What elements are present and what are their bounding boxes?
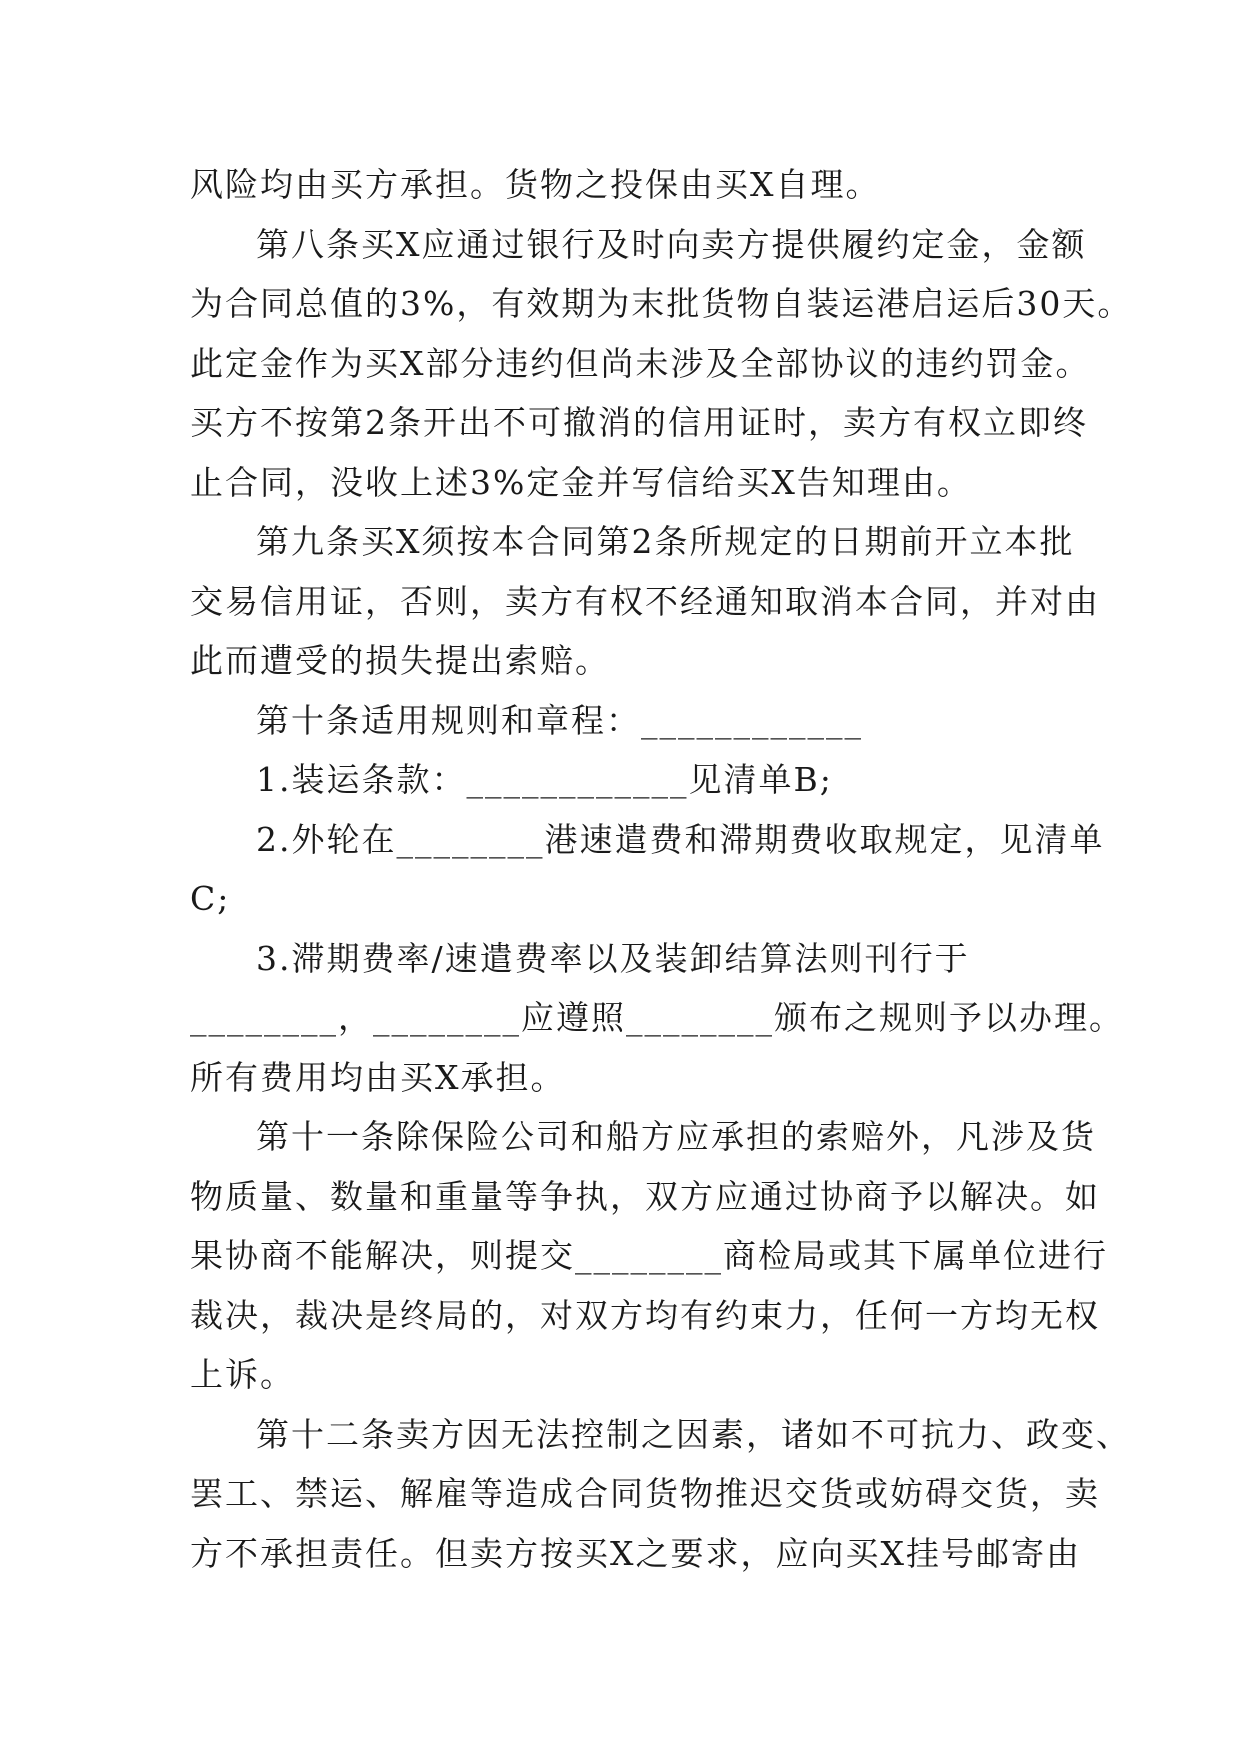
text-line: 第十条适用规则和章程：____________ (256, 700, 863, 740)
document-body (190, 155, 1133, 1583)
text-line: 第八条买X应通过银行及时向卖方提供履约定金，金额 (256, 224, 1087, 264)
text-line: 所有费用均由买X承担。 (190, 1057, 566, 1097)
text-line: 第十一条除保险公司和船方应承担的索赔外，凡涉及货 (256, 1117, 1096, 1156)
text-line: 物质量、数量和重量等争执，双方应通过协商予以解决。如 (190, 1176, 1100, 1216)
text-line: 3.滞期费率/速遣费率以及装卸结算法则刊行于 (256, 938, 970, 978)
text-line: 第九条买X须按本合同第2条所规定的日期前开立本批 (256, 522, 1075, 561)
text-line: ________，________应遵照________颁布之规则予以办理。 (190, 998, 1124, 1037)
text-line: C; (190, 879, 231, 918)
text-line: 止合同，没收上述3%定金并写信给买X告知理由。 (190, 462, 972, 502)
text-line: 此定金作为买X部分违约但尚未涉及全部协议的违约罚金。 (190, 343, 1091, 383)
text-line: 第十二条卖方因无法控制之因素，诸如不可抗力、政变、 (256, 1414, 1131, 1454)
text-line: 风险均由买方承担。货物之投保由买X自理。 (190, 165, 881, 204)
text-line: 裁决，裁决是终局的，对双方均有约束力，任何一方均无权 (190, 1295, 1100, 1335)
text-line: 1.装运条款：____________见清单B; (256, 760, 833, 799)
text-line: 交易信用证，否则，卖方有权不经通知取消本合同，并对由 (190, 581, 1100, 621)
text-line: 果协商不能解决，则提交________商检局或其下属单位进行 (190, 1236, 1108, 1275)
text-line: 买方不按第2条开出不可撤消的信用证时，卖方有权立即终 (190, 403, 1088, 442)
text-line: 上诉。 (190, 1355, 295, 1394)
text-line: 为合同总值的3%，有效期为末批货物自装运港启运后30天。 (190, 284, 1133, 323)
text-line: 方不承担责任。但卖方按买X之要求，应向买X挂号邮寄由 (190, 1533, 1081, 1573)
text-line: 罢工、禁运、解雇等造成合同货物推迟交货或妨碍交货，卖 (190, 1474, 1100, 1513)
text-line: 2.外轮在________港速遣费和滞期费收取规定，见清单 (256, 819, 1105, 859)
text-line: 此而遭受的损失提出索赔。 (190, 641, 610, 680)
